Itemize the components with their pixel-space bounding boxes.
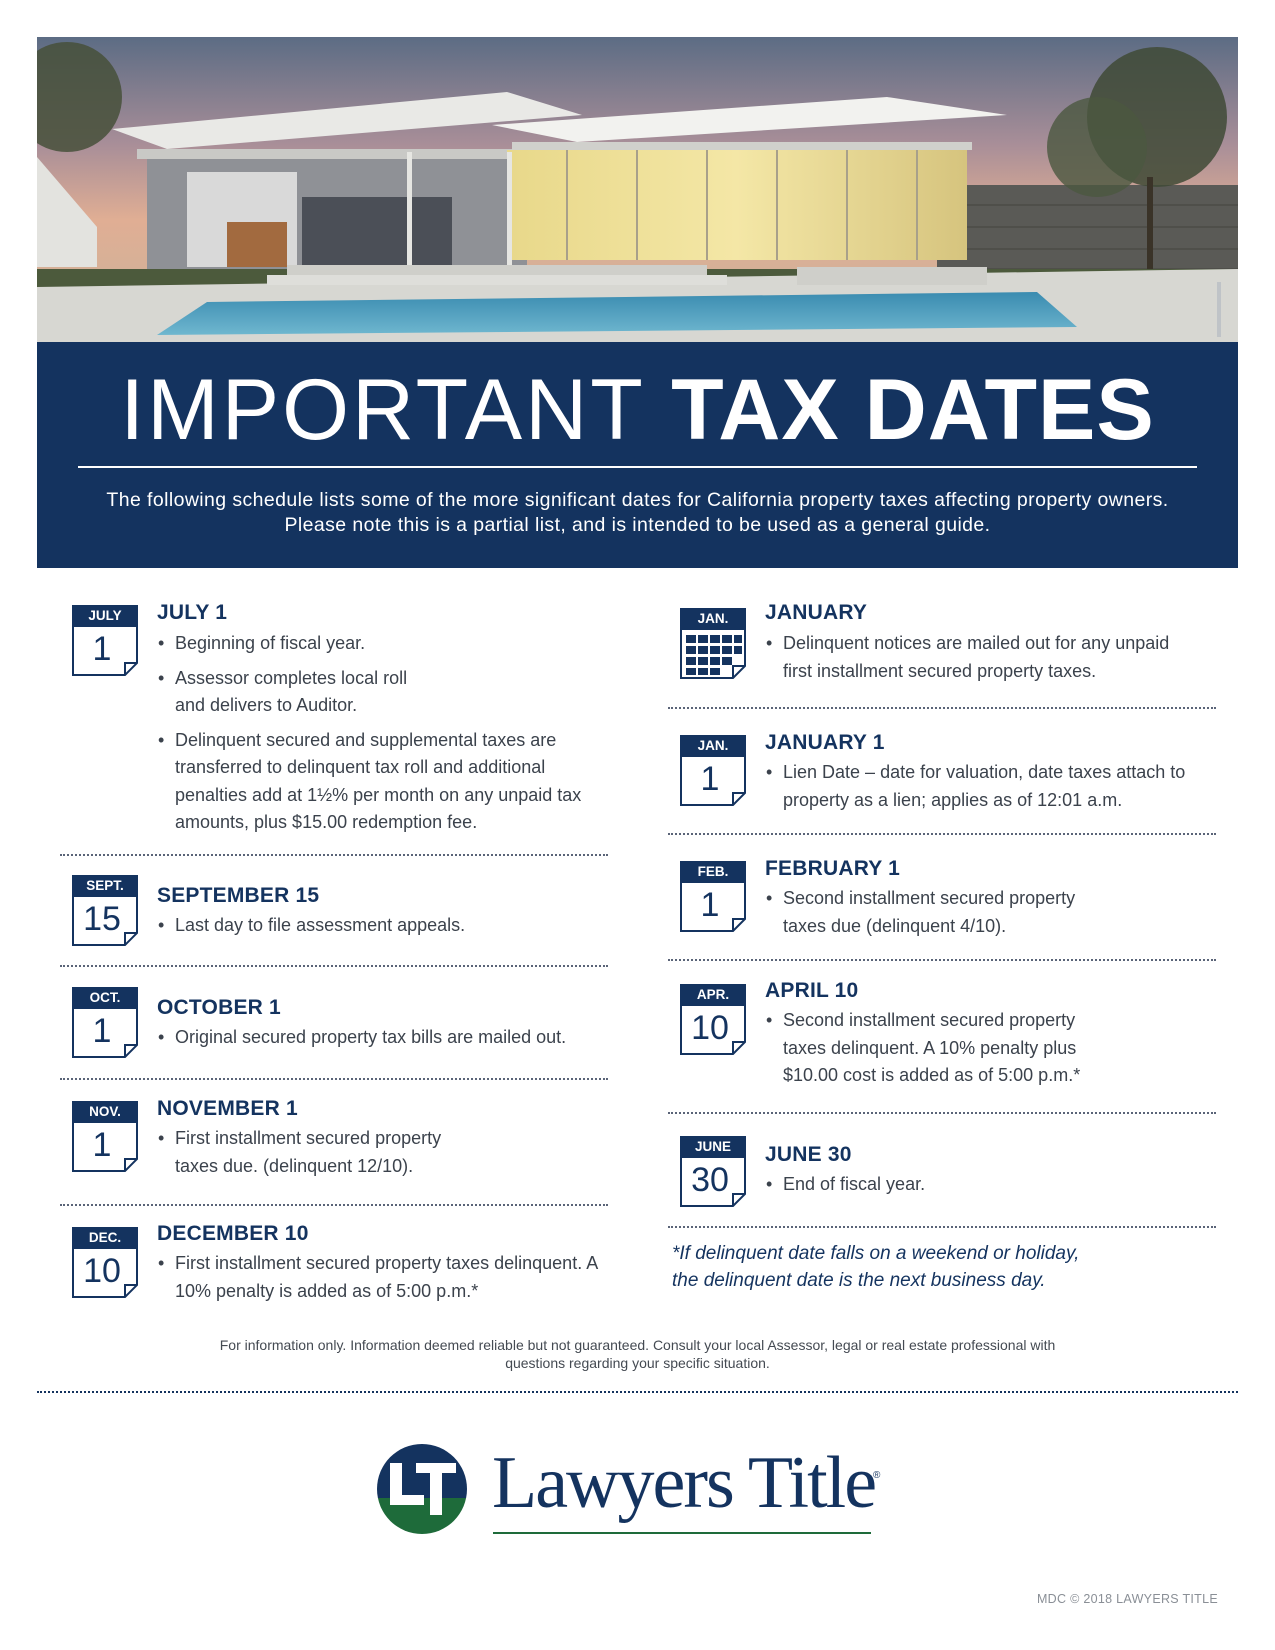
entry-bullets [765, 630, 1195, 692]
calendar-day: 1 [92, 630, 112, 668]
registered-mark: ® [873, 1470, 881, 1481]
bullet-item: • First installment secured property taxes delinquent. A 10% penalty is added as of 5:00 p.m.* [157, 1250, 607, 1305]
divider [60, 965, 608, 967]
entry-title: NOVEMBER 1 [157, 1097, 298, 1120]
entry-bullets [765, 885, 1085, 947]
entry-title: OCTOBER 1 [157, 996, 281, 1019]
calendar-month: SEPT. [86, 878, 124, 893]
lawyers-title-logo-icon [376, 1443, 468, 1535]
divider [60, 1078, 608, 1080]
entry-title: DECEMBER 10 [157, 1222, 309, 1245]
entry-bullets [157, 630, 597, 844]
calendar-day: 10 [83, 1252, 121, 1290]
page-title-bold: TAX DATES [671, 362, 1155, 458]
calendar-day: 15 [83, 900, 121, 938]
bullet-item: • Second installment secured property taxes delinquent. A 10% penalty plus $10.00 cost is added as of 5:00 p.m.* [765, 1007, 1095, 1090]
entry-bullets [157, 912, 597, 947]
divider [60, 854, 608, 856]
entry-title: JANUARY 1 [765, 731, 885, 754]
entry-bullets [157, 1125, 457, 1187]
calendar-day: 1 [700, 760, 720, 798]
banner-divider [78, 466, 1197, 468]
calendar-month: JULY [88, 608, 122, 623]
calendar-month: NOV. [89, 1104, 121, 1119]
divider [668, 1226, 1216, 1228]
divider [668, 833, 1216, 835]
divider [668, 1112, 1216, 1114]
calendar-month: JAN. [697, 738, 729, 753]
brand-name: Lawyers Title [492, 1442, 876, 1524]
calendar-month: DEC. [88, 1230, 122, 1245]
title-banner [37, 342, 1238, 568]
entry-bullets [765, 1007, 1095, 1097]
hero-photo [37, 37, 1238, 342]
entry-title: JUNE 30 [765, 1143, 852, 1166]
calendar-day: 30 [691, 1161, 729, 1199]
entry-bullets [157, 1250, 607, 1312]
calendar-month: FEB. [697, 864, 729, 879]
bullet-item: • Beginning of fiscal year. [157, 630, 597, 658]
footer-divider [37, 1391, 1238, 1393]
delinquent-note: *If delinquent date falls on a weekend or holiday, the delinquent date is the next business day. [672, 1243, 1080, 1291]
entry-title: APRIL 10 [765, 979, 859, 1002]
bullet-item: • Second installment secured property taxes due (delinquent 4/10). [765, 885, 1085, 940]
bullet-item: • Delinquent secured and supplemental taxes are transferred to delinquent tax roll and additional penalties add at 1½% per month on any unpaid tax amounts, plus $15.00 redemption fee. [157, 727, 597, 837]
copyright: MDC © 2018 LAWYERS TITLE [1036, 1592, 1218, 1606]
bullet-item: • First installment secured property taxes due. (delinquent 12/10). [157, 1125, 457, 1180]
entry-bullets [765, 1171, 1195, 1206]
entry-title: SEPTEMBER 15 [157, 884, 320, 907]
entry-title: JANUARY [765, 601, 868, 624]
calendar-day: 10 [691, 1009, 729, 1047]
house-pool-illustration [37, 37, 1238, 342]
entry-bullets [157, 1024, 607, 1059]
calendar-month: JUNE [694, 1139, 731, 1154]
entry-title: JULY 1 [157, 601, 228, 624]
bullet-item: • Original secured property tax bills are mailed out. [157, 1024, 607, 1052]
banner-subtitle: The following schedule lists some of the more significant dates for California property taxes affecting property owners. Please note this is a partial list, and is intended to be used as a general guide. [106, 489, 1169, 536]
brand-underline [493, 1532, 871, 1534]
calendar-day: 1 [92, 1126, 112, 1164]
divider [668, 707, 1216, 709]
bullet-item: • Lien Date – date for valuation, date taxes attach to property as a lien; applies as of 12:01 a.m. [765, 759, 1195, 814]
divider [668, 959, 1216, 961]
bullet-item: • End of fiscal year. [765, 1171, 1195, 1199]
bullet-item: • Last day to file assessment appeals. [157, 912, 597, 940]
entry-title: FEBRUARY 1 [765, 857, 901, 880]
divider [60, 1204, 608, 1206]
calendar-month: JAN. [697, 611, 729, 626]
calendar-month: APR. [696, 987, 730, 1002]
page-title-light: IMPORTANT [120, 362, 645, 458]
calendar-day: 1 [92, 1012, 112, 1050]
calendar-month: OCT. [89, 990, 121, 1005]
entry-bullets [765, 759, 1195, 821]
bullet-item: • Assessor completes local roll and delivers to Auditor. [157, 665, 427, 720]
bullet-item: • Delinquent notices are mailed out for any unpaid first installment secured property taxes. [765, 630, 1195, 685]
page-title [37, 360, 1238, 460]
disclaimer: For information only. Information deemed reliable but not guaranteed. Consult your local Assessor, legal or real estate professional with questions regarding your specific situation. [219, 1337, 1056, 1371]
calendar-day: 1 [700, 886, 720, 924]
